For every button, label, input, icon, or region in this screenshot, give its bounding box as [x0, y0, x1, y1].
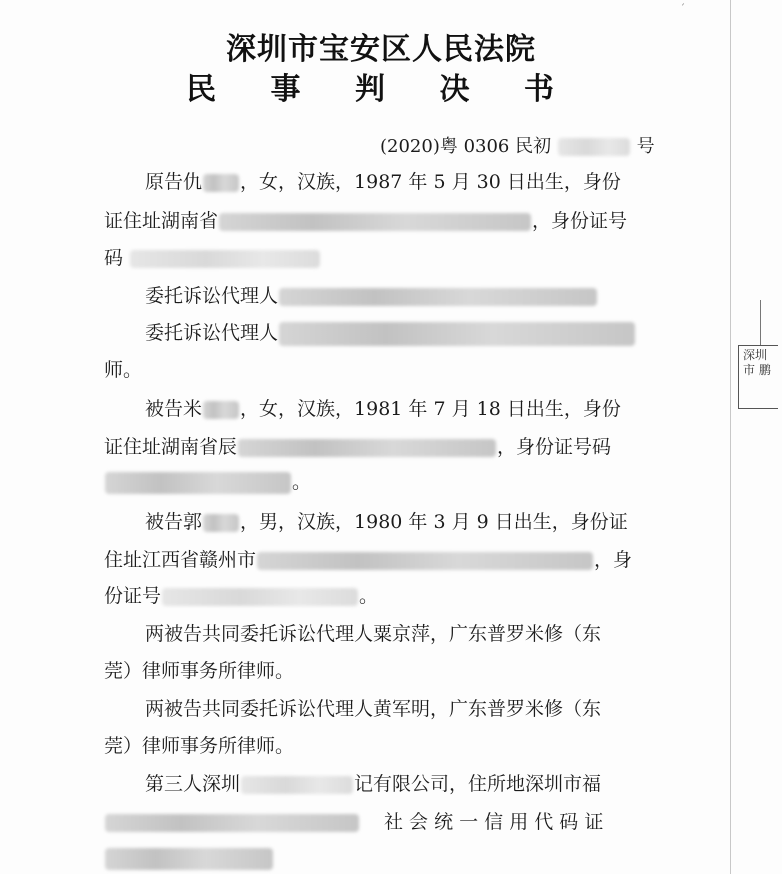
redacted-case-id — [558, 138, 630, 156]
text: ，男，汉族，1980 年 3 月 9 日出生，身份证 — [240, 511, 628, 533]
joint-agent1-line-1: 两被告共同委托诉讼代理人粟京萍，广东普罗米修（东 — [145, 623, 602, 645]
case-number-prefix: (2020)粤 0306 民初 — [380, 136, 552, 157]
redacted-agent-info — [279, 288, 597, 306]
redacted-agent-info — [279, 322, 635, 346]
text: ，身份证号 — [532, 210, 628, 232]
redacted-company-name — [241, 776, 353, 794]
text: 委托诉讼代理人 — [145, 285, 279, 307]
stamp-border — [760, 300, 782, 345]
court-seal-stamp: 深圳市 鹏 — [738, 345, 778, 409]
text: 记有限公司，住所地深圳市福 — [354, 773, 602, 795]
redacted-address — [238, 439, 496, 457]
text: 社 会 统 一 信 用 代 码 证 — [384, 811, 604, 833]
text: 被告郭 — [145, 511, 203, 533]
text: 原告仇 — [145, 171, 203, 193]
joint-agent2-line-1: 两被告共同委托诉讼代理人黄军明，广东普罗米修（东 — [145, 698, 602, 720]
joint-agent1-line-2: 莞）律师事务所律师。 — [104, 660, 295, 682]
redacted-credit-code — [105, 848, 273, 870]
case-number-suffix: 号 — [636, 136, 655, 157]
redacted-name — [203, 514, 239, 532]
redacted-id-number — [105, 472, 291, 494]
text: 第三人深圳 — [145, 773, 241, 795]
text: ，身 — [594, 549, 633, 571]
text: 被告米 — [145, 398, 203, 420]
defendant2-line-1 — [145, 510, 628, 534]
plaintiff-line-3 — [104, 246, 321, 270]
defendant2-line-2 — [104, 548, 632, 572]
case-number — [380, 132, 655, 158]
plaintiff-line-1 — [145, 170, 621, 194]
text: 份证号 — [104, 585, 162, 607]
redacted-address — [257, 552, 593, 570]
document-type-title: 民 事 判 决 书 — [186, 72, 576, 107]
plaintiff-line-2 — [104, 209, 627, 233]
defendant1-line-3 — [104, 470, 311, 494]
third-party-line-1 — [145, 772, 601, 796]
text: 委托诉讼代理人 — [145, 322, 279, 344]
text: ，女，汉族，1987 年 5 月 30 日出生，身份 — [240, 171, 621, 193]
agent-line-3 — [104, 358, 142, 382]
defendant1-line-1 — [145, 397, 621, 421]
redacted-id-number — [130, 250, 320, 268]
joint-agent2-line-2: 莞）律师事务所律师。 — [104, 735, 295, 757]
redacted-id-number — [162, 588, 358, 606]
page-edge — [730, 0, 731, 874]
third-party-line-3 — [104, 846, 274, 870]
text: 证住址湖南省辰 — [104, 436, 238, 458]
defendant1-line-2 — [104, 435, 611, 459]
redacted-address — [105, 814, 359, 832]
scan-mark: ˊ — [680, 4, 685, 15]
text: 。 — [359, 585, 379, 607]
agent-line-2 — [145, 321, 636, 346]
text: ，女，汉族，1981 年 7 月 18 日出生，身份 — [240, 398, 621, 420]
agent-line-1 — [145, 284, 598, 308]
text: 码 — [104, 247, 124, 269]
text: 师。 — [104, 359, 143, 381]
court-title: 深圳市宝安区人民法院 — [226, 32, 536, 67]
defendant2-line-3 — [104, 584, 378, 608]
redacted-name — [203, 401, 239, 419]
text: 住址江西省赣州市 — [104, 549, 257, 571]
text: ，身份证号码 — [497, 436, 612, 458]
redacted-address — [219, 213, 531, 231]
third-party-line-2 — [104, 810, 603, 834]
text: 证住址湖南省 — [104, 210, 219, 232]
redacted-name — [203, 174, 239, 192]
text: 。 — [292, 471, 312, 493]
